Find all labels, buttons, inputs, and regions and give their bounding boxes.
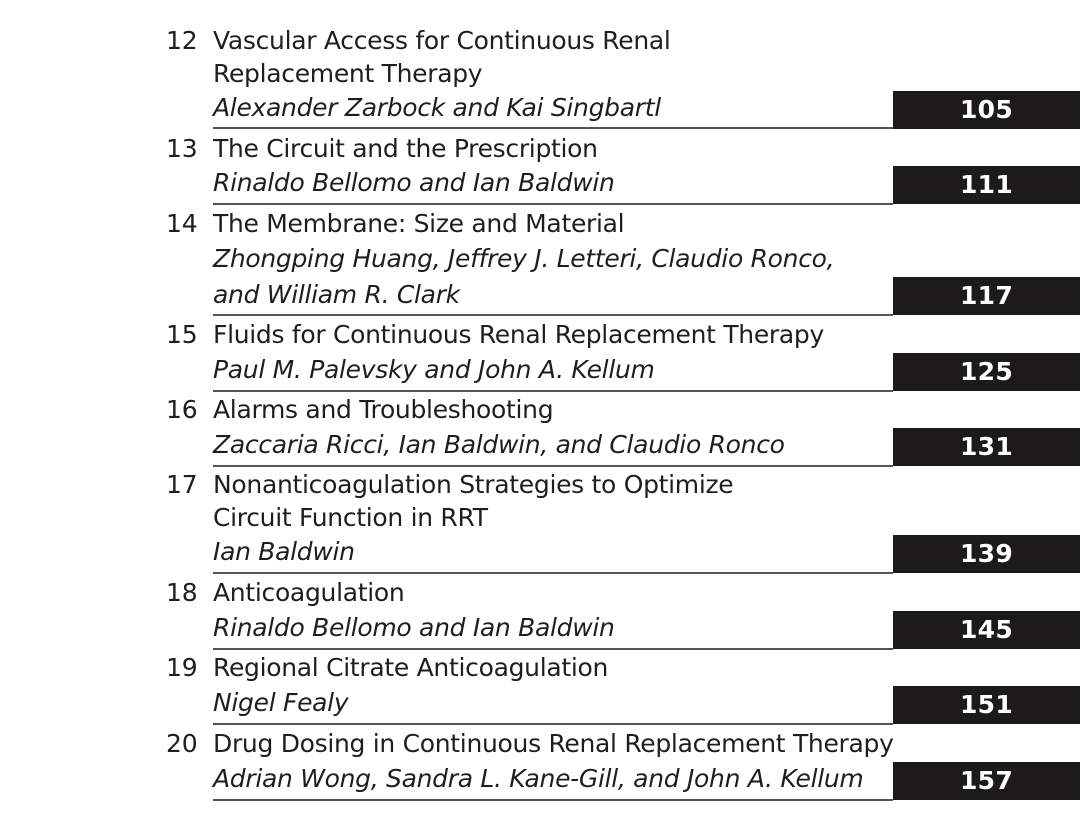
chapter-title [213, 576, 883, 609]
chapter-title [213, 468, 883, 534]
divider-rule [213, 203, 893, 205]
chapter-title [213, 24, 883, 90]
page-number-badge[interactable]: 145 [893, 611, 1080, 649]
chapter-number: 16 [166, 395, 198, 424]
chapter-title-line: The Circuit and the Prescription [213, 134, 598, 163]
chapter-number: 15 [166, 320, 198, 349]
chapter-title-line: Fluids for Continuous Renal Replacement Therapy [213, 320, 824, 349]
chapter-title [213, 207, 883, 240]
chapter-authors [213, 427, 883, 463]
chapter-title-line: Drug Dosing in Continuous Renal Replacement Therapy [213, 729, 894, 758]
chapter-title [213, 727, 894, 760]
author-line: Alexander Zarbock and Kai Singbartl [213, 93, 661, 122]
chapter-title-line: Alarms and Troubleshooting [213, 395, 554, 424]
chapter-number: 12 [166, 26, 198, 55]
chapter-authors [213, 761, 883, 797]
chapter-title-line: Regional Citrate Anticoagulation [213, 653, 609, 682]
chapter-number: 18 [166, 578, 198, 607]
chapter-number: 14 [166, 209, 198, 238]
chapter-authors [213, 352, 883, 388]
page-number-badge[interactable]: 139 [893, 535, 1080, 573]
chapter-number: 17 [166, 470, 198, 499]
chapter-authors [213, 241, 883, 313]
chapter-authors [213, 90, 883, 126]
chapter-title [213, 393, 883, 426]
author-line: Zaccaria Ricci, Ian Baldwin, and Claudio Ronco [213, 430, 785, 459]
chapter-title [213, 132, 883, 165]
chapter-title [213, 651, 883, 684]
author-line: Rinaldo Bellomo and Ian Baldwin [213, 168, 615, 197]
chapter-authors [213, 534, 883, 570]
chapter-authors [213, 165, 883, 201]
divider-rule [213, 572, 893, 574]
page-number-badge[interactable]: 111 [893, 166, 1080, 204]
page-number-badge[interactable]: 151 [893, 686, 1080, 724]
chapter-authors [213, 685, 883, 721]
chapter-title-line: Anticoagulation [213, 578, 405, 607]
chapter-title-line: Circuit Function in RRT [213, 503, 488, 532]
divider-rule [213, 799, 893, 801]
chapter-authors [213, 610, 883, 646]
page-number-badge[interactable]: 131 [893, 428, 1080, 466]
divider-rule [213, 648, 893, 650]
author-line: Zhongping Huang, Jeffrey J. Letteri, Claudio Ronco, [213, 244, 835, 273]
chapter-title [213, 318, 883, 351]
author-line: Nigel Fealy [213, 688, 349, 717]
chapter-number: 13 [166, 134, 198, 163]
chapter-title-line: Nonanticoagulation Strategies to Optimize [213, 470, 734, 499]
chapter-title-line: The Membrane: Size and Material [213, 209, 625, 238]
author-line: Paul M. Palevsky and John A. Kellum [213, 355, 655, 384]
divider-rule [213, 127, 893, 129]
chapter-title-line: Replacement Therapy [213, 59, 483, 88]
page-number-badge[interactable]: 117 [893, 277, 1080, 315]
author-line: Adrian Wong, Sandra L. Kane-Gill, and John A. Kellum [213, 764, 864, 793]
divider-rule [213, 390, 893, 392]
page-number-badge[interactable]: 105 [893, 91, 1080, 129]
page-number-badge[interactable]: 125 [893, 353, 1080, 391]
chapter-title-line: Vascular Access for Continuous Renal [213, 26, 671, 55]
chapter-number: 20 [166, 729, 198, 758]
author-line: Rinaldo Bellomo and Ian Baldwin [213, 613, 615, 642]
divider-rule [213, 723, 893, 725]
divider-rule [213, 314, 893, 316]
author-line: Ian Baldwin [213, 537, 355, 566]
page-number-badge[interactable]: 157 [893, 762, 1080, 800]
divider-rule [213, 465, 893, 467]
chapter-number: 19 [166, 653, 198, 682]
author-line: and William R. Clark [213, 280, 460, 309]
